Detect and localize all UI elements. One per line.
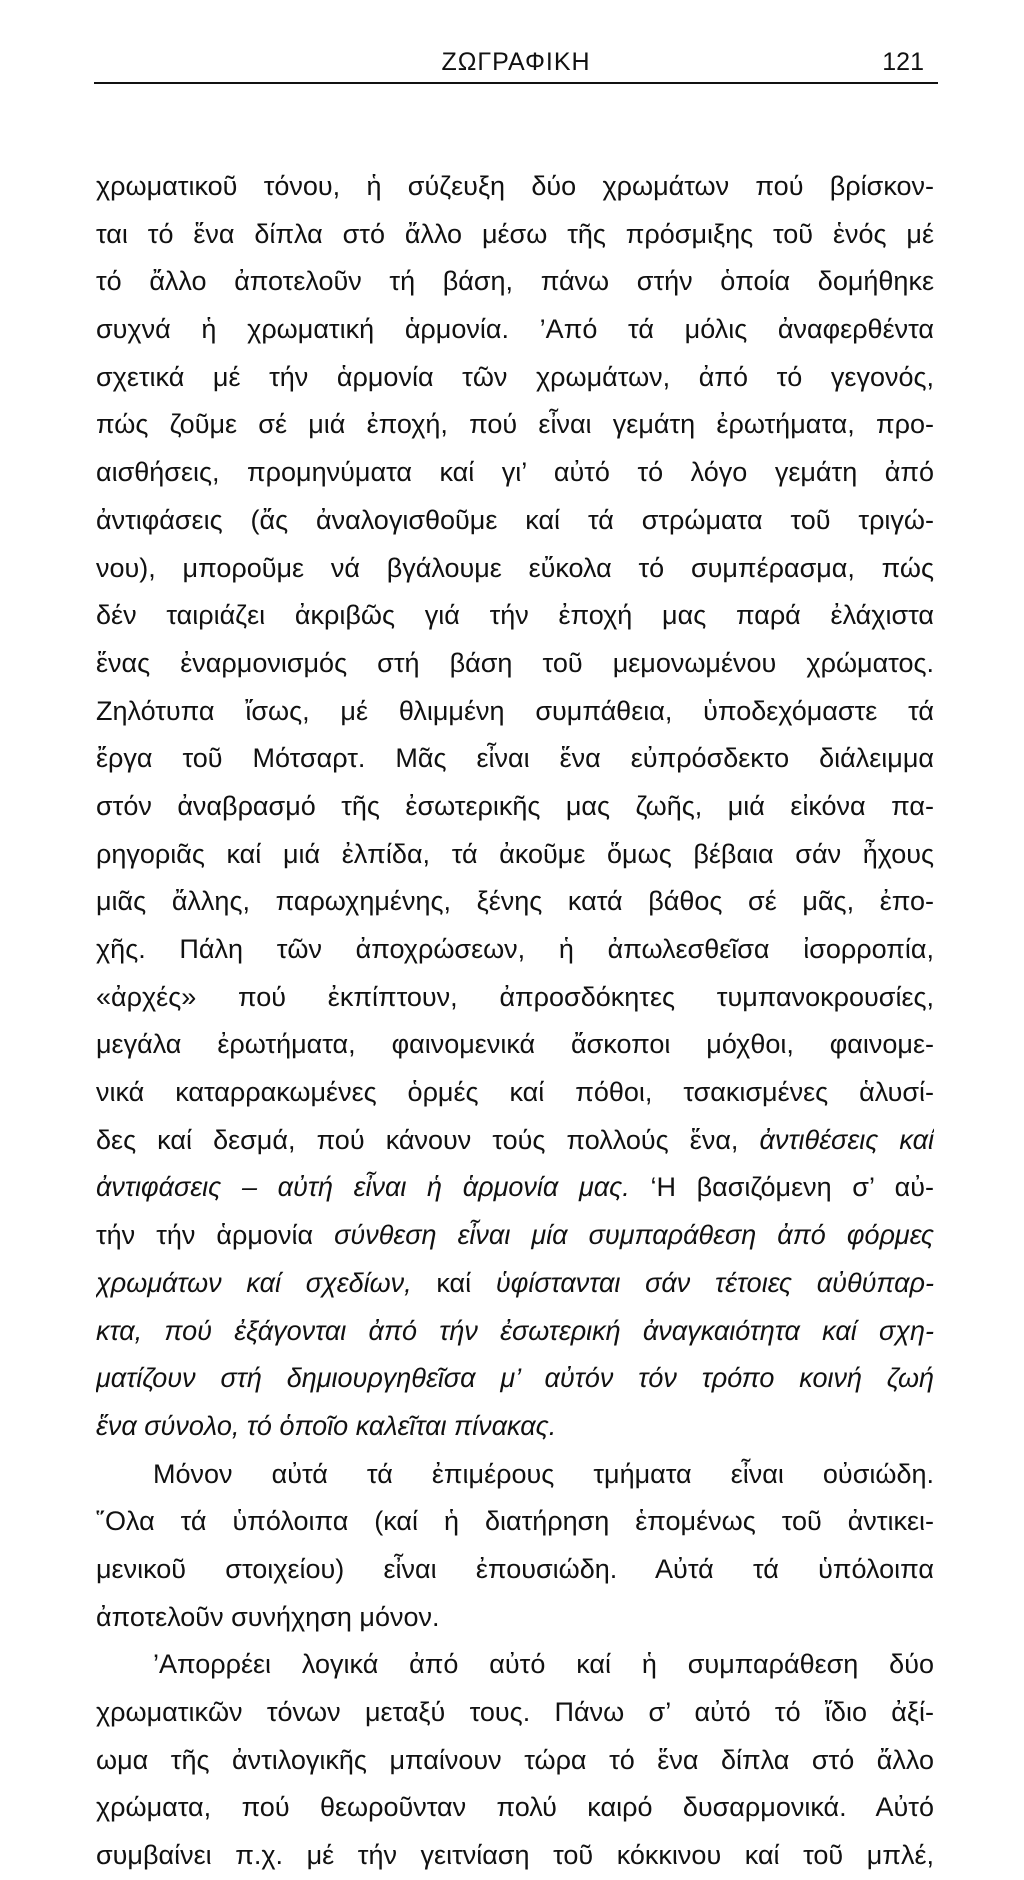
text-line	[96, 1546, 934, 1594]
text-segment: ται τό ἕνα δίπλα στό ἄλλο μέσω τῆς πρόσμιξης τοῦ ἑνός μέ	[96, 218, 934, 249]
italic-text-segment: ὑφίστανται σάν τέτοιες αὐθύπαρ-	[495, 1267, 934, 1298]
text-segment: χρωματικοῦ τόνου, ἡ σύζευξη δύο χρωμάτων πού βρίσκον-	[96, 171, 934, 201]
italic-text-segment: ἀντιφάσεις – αὐτή εἶναι ἡ ἁρμονία μας.	[96, 1172, 630, 1203]
text-line	[96, 354, 934, 402]
text-segment: στόν ἀναβρασμό τῆς ἐσωτερικῆς μας ζωῆς, μιά εἰκόνα πα-	[96, 790, 934, 821]
italic-text-segment: ἕνα σύνολο, τό ὁποῖο καλεῖται πίνακας.	[96, 1410, 557, 1441]
text-line	[96, 783, 934, 831]
text-line	[96, 211, 934, 259]
text-line	[96, 163, 934, 211]
text-segment: ἔργα τοῦ Μότσαρτ. Μᾶς εἶναι ἕνα εὐπρόσδεκτο διάλειμμα	[96, 743, 934, 774]
text-segment: νου), μποροῦμε νά βγάλουμε εὔκολα τό συμπέρασμα, πώς	[96, 552, 934, 583]
text-segment: ἕνας ἐναρμονισμός στή βάση τοῦ μεμονωμένου χρώματος.	[96, 647, 934, 678]
text-segment: «ἀρχές» πού ἐκπίπτουν, ἀπροσδόκητες τυμπανοκρουσίες,	[96, 981, 934, 1012]
text-segment: ’Απορρέει λογικά ἀπό αὐτό καί ἡ συμπαράθεση δύο	[153, 1649, 934, 1680]
text-line	[96, 831, 934, 879]
text-segment: μεγάλα ἐρωτήματα, φαινομενικά ἄσκοποι μόχθοι, φαινομε-	[96, 1029, 934, 1060]
text-line	[96, 1117, 934, 1165]
body-text	[96, 163, 934, 1880]
text-segment: χρωματικῶν τόνων μεταξύ τους. Πάνω σ’ αὐτό τό ἴδιο ἀξί-	[96, 1697, 934, 1727]
text-line	[96, 497, 934, 545]
text-line	[96, 1451, 934, 1499]
text-segment: συμβαίνει π.χ. μέ τήν γειτνίαση τοῦ κόκκινου καί τοῦ μπλέ,	[96, 1840, 934, 1871]
running-title: ΖΩΓΡΑΦΙΚΗ	[441, 48, 591, 76]
text-line	[96, 1021, 934, 1069]
text-line	[96, 974, 934, 1022]
text-segment: δέν ταιριάζει ἀκριβῶς γιά τήν ἐποχή μας παρά ἐλάχιστα	[96, 600, 934, 631]
text-segment: ‘Η βασιζόμενη σ’ αὐ-	[629, 1172, 934, 1203]
text-line	[96, 401, 934, 449]
text-line	[96, 1641, 934, 1689]
text-line	[96, 926, 934, 974]
text-line	[96, 735, 934, 783]
text-segment: αισθήσεις, προμηνύματα καί γι’ αὐτό τό λόγο γεμάτη ἀπό	[96, 457, 934, 488]
text-segment: μενικοῦ στοιχείου) εἶναι ἐπουσιώδη. Αὐτά τά ὑπόλοιπα	[96, 1553, 934, 1584]
text-line	[96, 1212, 934, 1260]
text-segment: ῞Ολα τά ὑπόλοιπα (καί ἡ διατήρηση ἑπομένως τοῦ ἀντικει-	[96, 1506, 934, 1537]
text-segment: ωμα τῆς ἀντιλογικῆς μπαίνουν τώρα τό ἕνα δίπλα στό ἄλλο	[96, 1744, 934, 1775]
italic-text-segment: ἀντιθέσεις καί	[759, 1124, 934, 1155]
italic-text-segment: σύνθεση εἶναι μία συμπαράθεση ἀπό φόρμες	[334, 1220, 934, 1251]
text-line	[96, 545, 934, 593]
text-line	[96, 1355, 934, 1403]
text-segment: τό ἄλλο ἀποτελοῦν τή βάση, πάνω στήν ὁποία δομήθηκε	[96, 266, 934, 297]
text-line	[96, 449, 934, 497]
text-line	[96, 306, 934, 354]
text-line	[96, 258, 934, 306]
text-line	[96, 640, 934, 688]
text-segment: χρώματα, πού θεωροῦνταν πολύ καιρό δυσαρμονικά. Αὐτό	[96, 1792, 934, 1823]
text-line	[96, 1832, 934, 1880]
text-line	[96, 592, 934, 640]
text-segment: καί	[411, 1267, 496, 1298]
text-line	[96, 1164, 934, 1212]
text-segment: τήν τήν ἁρμονία	[96, 1220, 335, 1251]
italic-text-segment: κτα, πού ἐξάγονται ἀπό τήν ἐσωτερική ἀναγκαιότητα καί σχη-	[96, 1315, 934, 1346]
text-line	[96, 1689, 934, 1737]
text-segment: δες καί δεσμά, πού κάνουν τούς πολλούς ἕνα,	[96, 1124, 760, 1155]
text-line	[96, 1403, 934, 1451]
text-segment: ἀντιφάσεις (ἄς ἀναλογισθοῦμε καί τά στρώματα τοῦ τριγώ-	[96, 504, 934, 535]
text-segment: μιᾶς ἄλλης, παρωχημένης, ξένης κατά βάθος σέ μᾶς, ἐπο-	[96, 886, 934, 917]
text-line	[96, 1784, 934, 1832]
text-segment: χῆς. Πάλη τῶν ἀποχρώσεων, ἡ ἀπωλεσθεῖσα ἰσορροπία,	[96, 934, 934, 964]
text-line	[96, 1069, 934, 1117]
text-segment: πώς ζοῦμε σέ μιά ἐποχή, πού εἶναι γεμάτη ἐρωτήματα, προ-	[96, 409, 934, 440]
italic-text-segment: χρωμάτων καί σχεδίων,	[96, 1267, 412, 1298]
text-segment: ἀποτελοῦν συνήχηση μόνον.	[96, 1601, 440, 1632]
text-line	[96, 1498, 934, 1546]
text-segment: Ζηλότυπα ἴσως, μέ θλιμμένη συμπάθεια, ὑποδεχόμαστε τά	[96, 695, 934, 726]
text-line	[96, 1594, 934, 1642]
text-line	[96, 1737, 934, 1785]
text-segment: σχετικά μέ τήν ἁρμονία τῶν χρωμάτων, ἀπό τό γεγονός,	[96, 361, 934, 392]
page-number: 121	[882, 48, 924, 76]
text-segment: ρηγοριᾶς καί μιά ἐλπίδα, τά ἀκοῦμε ὅμως βέβαια σάν ἦχους	[96, 838, 934, 869]
italic-text-segment: ματίζουν στή δημιουργηθεῖσα μ’ αὐτόν τόν τρόπο κοινή ζωή	[96, 1363, 934, 1394]
text-segment: Μόνον αὐτά τά ἐπιμέρους τμήματα εἶναι οὐσιώδη.	[153, 1458, 934, 1489]
text-line	[96, 1308, 934, 1356]
text-segment: νικά καταρρακωμένες ὁρμές καί πόθοι, τσακισμένες ἁλυσί-	[96, 1077, 934, 1108]
text-line	[96, 1260, 934, 1308]
text-segment: συχνά ἡ χρωματική ἁρμονία. ’Από τά μόλις ἀναφερθέντα	[96, 314, 934, 345]
text-line	[96, 878, 934, 926]
running-header	[94, 30, 938, 84]
text-line	[96, 688, 934, 736]
